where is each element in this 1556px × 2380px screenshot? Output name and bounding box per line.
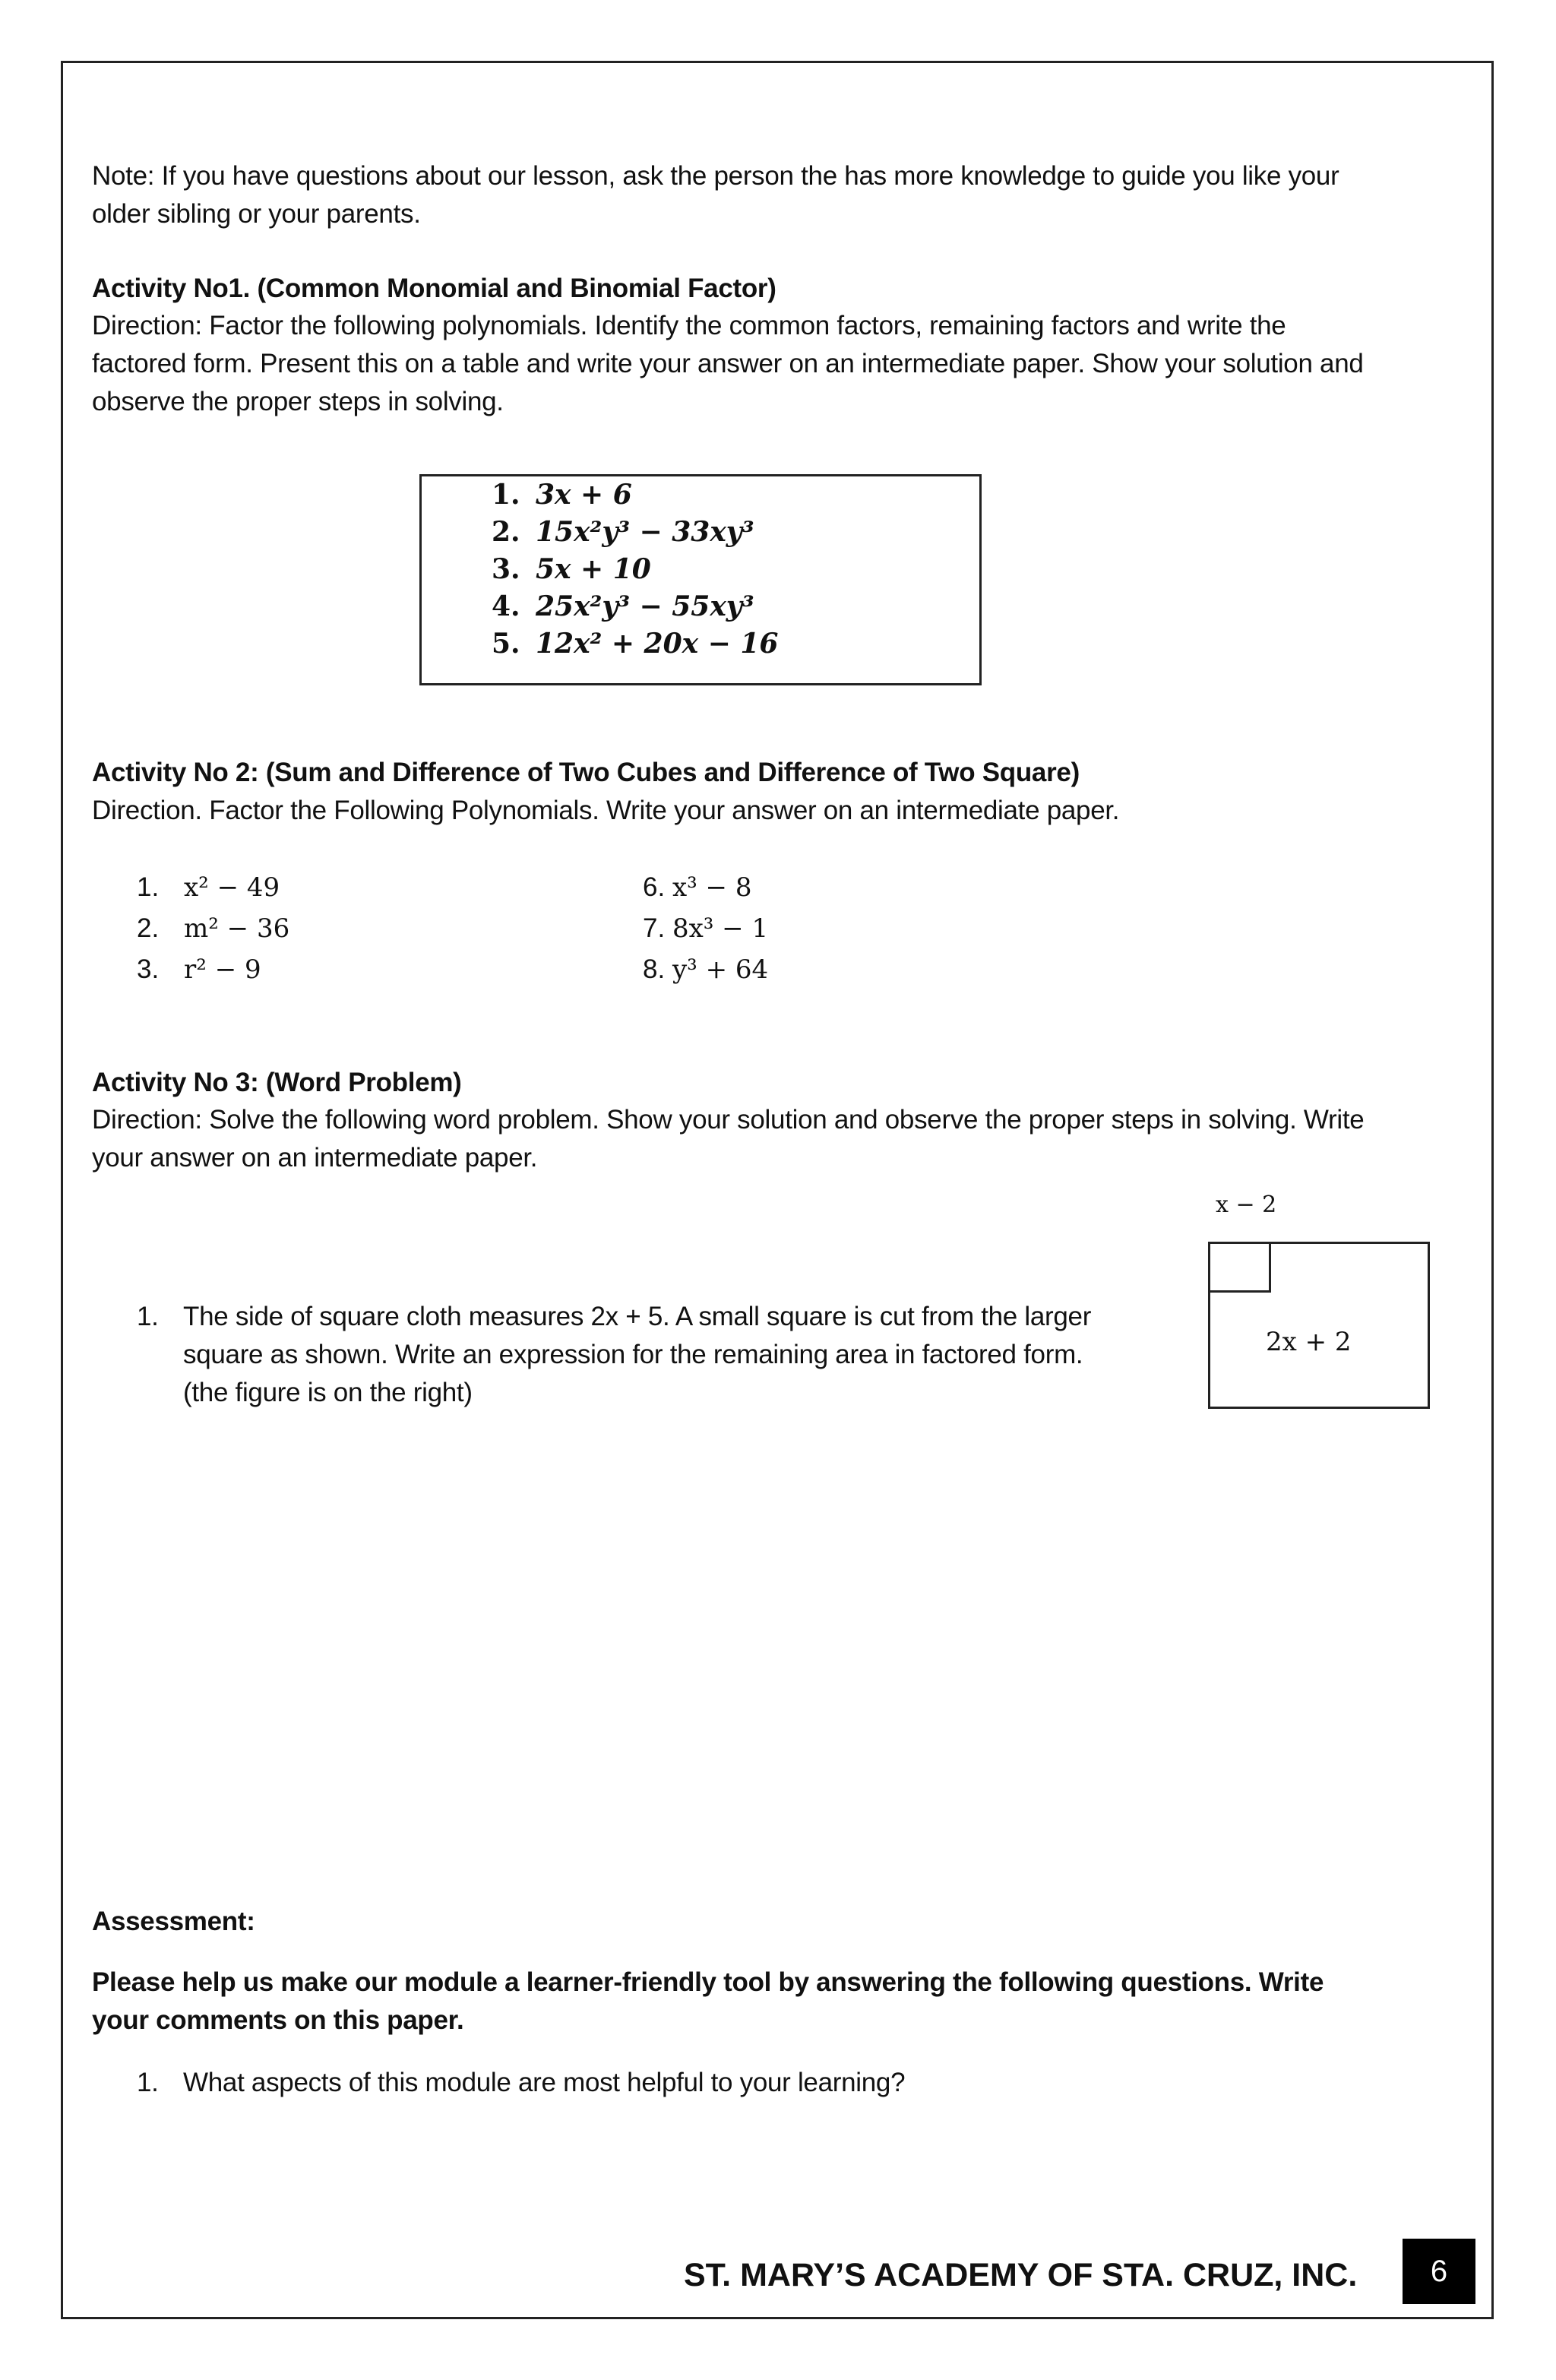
activity1-item-5: 5. 12x² + 20x − 16 [492,628,779,660]
activity1-item-3: 3. 5x + 10 [492,553,651,585]
activity2-title: Activity No 2: (Sum and Difference of Two Cubes and Difference of Two Square) [92,758,1080,787]
activity1-direction-3: observe the proper steps in solving. [92,387,504,416]
activity2-item-1: 1. x² − 49 [137,872,280,903]
activity1-item-1: 1. 3x + 6 [492,479,632,511]
activity2-item-3: 3. r² − 9 [137,954,261,985]
activity1-item-2: 2. 15x²y³ − 33xy³ [492,516,754,548]
activity1-item-4: 4. 25x²y³ − 55xy³ [492,590,754,622]
figure-small-square [1208,1242,1271,1293]
activity2-direction: Direction. Factor the Following Polynomials. Write your answer on an intermediate paper. [92,796,1120,825]
assessment-prompt-2: your comments on this paper. [92,2005,464,2035]
activity1-direction-1: Direction: Factor the following polynomials. Identify the common factors, remaining factors and write the [92,311,1286,340]
activity3-direction-1: Direction: Solve the following word problem. Show your solution and observe the proper steps in solving. Write [92,1105,1365,1135]
page-number: 6 [1403,2239,1475,2304]
activity2-item-7: 7. 8x³ − 1 [643,913,769,944]
school-name: ST. MARY’S ACADEMY OF STA. CRUZ, INC. [684,2257,1358,2293]
activity1-problem-box [419,474,982,685]
figure-large-square-label: 2x + 2 [1266,1327,1352,1357]
activity3-direction-2: your answer on an intermediate paper. [92,1143,538,1173]
activity3-title: Activity No 3: (Word Problem) [92,1068,462,1097]
assessment-question: What aspects of this module are most helpful to your learning? [183,2068,906,2097]
assessment-question-number: 1. [137,2068,159,2097]
activity3-problem-line-3: (the figure is on the right) [183,1378,473,1407]
activity3-problem-line-2: square as shown. Write an expression for the remaining area in factored form. [183,1340,1083,1369]
activity3-problem-number: 1. [137,1302,159,1331]
note-line-2: older sibling or your parents. [92,199,421,229]
activity3-problem-line-1: The side of square cloth measures 2x + 5. A small square is cut from the larger [183,1302,1092,1331]
activity2-item-6: 6. x³ − 8 [643,872,752,903]
figure-small-square-label: x − 2 [1216,1192,1277,1218]
activity1-title: Activity No1. (Common Monomial and Binomial Factor) [92,274,776,303]
activity2-item-8: 8. y³ + 64 [643,954,769,985]
assessment-prompt-1: Please help us make our module a learner-friendly tool by answering the following questions. Write [92,1967,1324,1997]
activity2-item-2: 2. m² − 36 [137,913,290,944]
activity1-direction-2: factored form. Present this on a table and write your answer on an intermediate paper. Show your solution and [92,349,1364,378]
note-line-1: Note: If you have questions about our lesson, ask the person the has more knowledge to guide you like your [92,161,1339,191]
assessment-title: Assessment: [92,1907,255,1936]
